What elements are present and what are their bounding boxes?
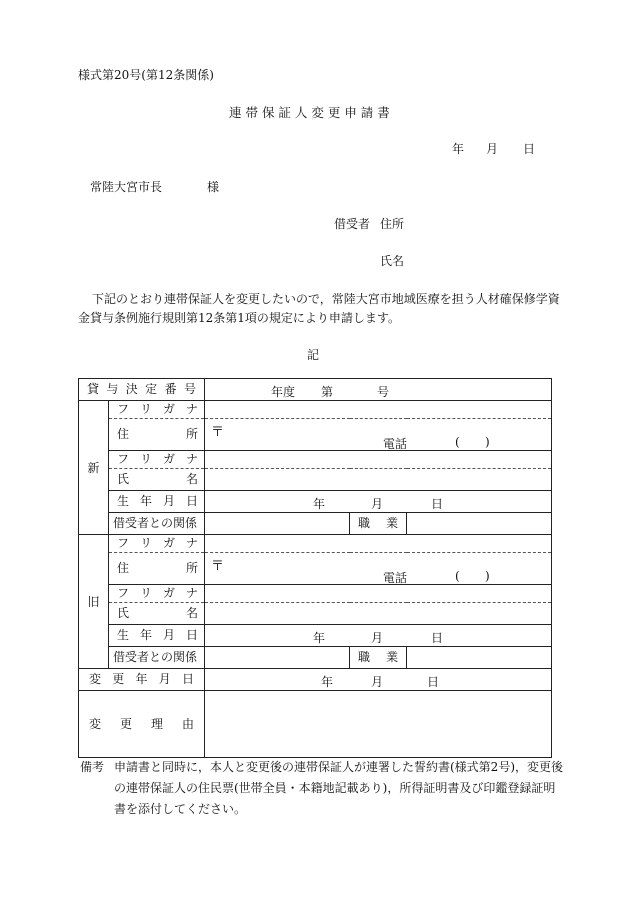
new-occupation-field[interactable] [407,513,552,535]
new-occupation-label: 職 業 [350,513,407,535]
old-address-field[interactable]: 〒 電話 ( ) [205,553,552,585]
old-name-furigana-label: フ リ ガ ナ [109,585,205,603]
new-name-label: 氏 名 [109,469,205,491]
old-name-field[interactable] [205,603,552,625]
phone-label: 電話 [383,571,408,585]
new-address-field[interactable]: 〒 電話 ( ) [205,419,552,451]
page-title: 連 帯 保 証 人 変 更 申 請 書 [229,105,390,120]
new-section-label: 新 [79,401,109,535]
old-occupation-field[interactable] [407,647,552,669]
remarks-line-1: 申請書と同時に，本人と変更後の連帯保証人が連署した誓約書(様式第2号)，変更後 [114,760,564,774]
old-relation-label: 借受者との関係 [109,647,205,669]
applicant-address-label: 住所 [380,217,405,231]
applicant-name-label: 氏名 [380,254,405,268]
ki-label: 記 [307,348,320,362]
decision-number-field[interactable]: 年度 第 号 [205,379,552,401]
postal-mark: 〒 [211,559,225,574]
new-address-label: 住 所 [109,419,205,451]
remarks-line-3: 書を添付してください。 [114,802,247,816]
new-relation-field[interactable] [205,513,350,535]
new-birth-field[interactable]: 年 月 日 [205,491,552,513]
remarks-line-2: の連帯保証人の住民票(世帯全員・本籍地記載あり)，所得証明書及び印鑑登録証明 [114,781,556,795]
decision-number-label-cell: 貸 与 決 定 番 号 [79,379,205,401]
old-address-label: 住 所 [109,553,205,585]
old-furigana-label: フ リ ガ ナ [109,535,205,553]
date-day-label: 日 [523,142,536,156]
addressee-suffix: 様 [207,180,220,194]
new-name-furigana-label: フ リ ガ ナ [109,451,205,469]
body-line-1: 下記のとおり連帯保証人を変更したいので，常陸大宮市地域医療を担う人材確保修学資 [92,292,560,306]
applicant-role: 借受者 [334,217,371,231]
new-furigana-label: フ リ ガ ナ [109,401,205,419]
change-date-field[interactable]: 年 月 日 [205,669,552,691]
new-relation-label: 借受者との関係 [109,513,205,535]
addressee: 常陸大宮市長 [90,180,163,194]
phone-label: 電話 [383,437,408,451]
new-name-furigana-field[interactable] [205,451,552,469]
old-name-label: 氏 名 [109,603,205,625]
form-number: 様式第20号(第12条関係) [78,68,214,82]
old-birth-field[interactable]: 年 月 日 [205,625,552,647]
old-section-label: 旧 [79,535,109,669]
postal-mark: 〒 [211,425,225,440]
new-name-field[interactable] [205,469,552,491]
date-month-label: 月 [486,142,499,156]
date-year-label: 年 [452,142,465,156]
application-table [78,378,552,758]
change-date-label: 変 更 年 月 日 [79,669,205,691]
change-reason-field[interactable] [205,691,552,758]
change-reason-label: 変 更 理 由 [79,691,205,758]
old-name-furigana-field[interactable] [205,585,552,603]
remarks-label: 備考 [80,760,105,774]
old-birth-label: 生 年 月 日 [109,625,205,647]
new-address-furigana-field[interactable] [205,401,552,419]
old-address-furigana-field[interactable] [205,535,552,553]
body-line-2: 金貸与条例施行規則第12条第1項の規定により申請します。 [78,311,400,325]
old-occupation-label: 職 業 [350,647,407,669]
old-relation-field[interactable] [205,647,350,669]
new-birth-label: 生 年 月 日 [109,491,205,513]
